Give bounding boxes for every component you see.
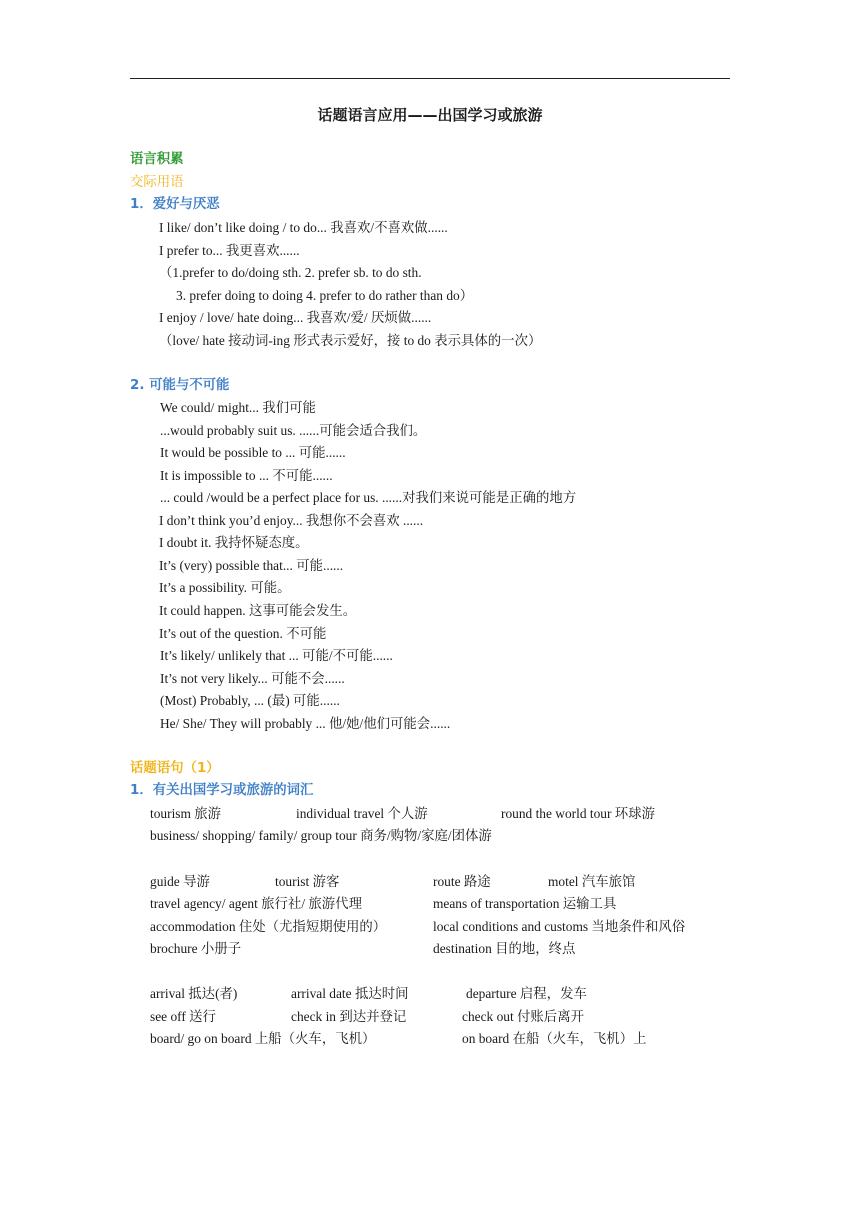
- expression-line: It’s a possibility. 可能。: [159, 580, 291, 595]
- expression-line: It’s (very) possible that... 可能......: [159, 558, 344, 573]
- expression-line: I enjoy / love/ hate doing... 我喜欢/爱/ 厌烦做......: [159, 310, 432, 325]
- expression-line: It’s out of the question. 不可能: [159, 626, 327, 641]
- expression-line: I like/ don’t like doing / to do... 我喜欢/不喜欢做......: [159, 220, 448, 235]
- group-heading-likes-dislikes: 1．爱好与厌恶: [130, 197, 220, 212]
- vocab-item: arrival date 抵达时间: [291, 986, 409, 1001]
- expression-line: He/ She/ They will probably ... 他/她/他们可能会......: [160, 716, 451, 731]
- expression-line: It is impossible to ... 不可能......: [160, 468, 333, 483]
- vocab-item: motel 汽车旅馆: [548, 874, 636, 889]
- vocab-item: tourism 旅游: [150, 806, 222, 821]
- vocab-item: round the world tour 环球游: [501, 806, 655, 821]
- vocab-item: individual travel 个人游: [296, 806, 428, 821]
- section-heading-topic-sentences: 话题语句（1）: [130, 761, 220, 776]
- vocab-item: accommodation 住处（尤指短期使用的）: [150, 919, 387, 934]
- vocab-item: guide 导游: [150, 874, 210, 889]
- vocab-item: brochure 小册子: [150, 941, 242, 956]
- header-rule: [130, 78, 730, 79]
- subheading-communicative-expressions: 交际用语: [130, 175, 184, 190]
- vocab-item: check in 到达并登记: [291, 1009, 407, 1024]
- vocab-item: means of transportation 运输工具: [433, 896, 617, 911]
- expression-line: I prefer to... 我更喜欢......: [159, 243, 300, 258]
- expression-line: 3. prefer doing to doing 4. prefer to do rather than do）: [176, 288, 474, 303]
- vocab-item: board/ go on board 上船（火车，飞机）: [150, 1031, 376, 1046]
- vocab-item: travel agency/ agent 旅行社/ 旅游代理: [150, 896, 362, 911]
- vocab-item: local conditions and customs 当地条件和风俗: [433, 919, 686, 934]
- expression-line: （1.prefer to do/doing sth. 2. prefer sb. to do sth.: [159, 265, 422, 280]
- vocab-item: check out 付账后离开: [462, 1009, 584, 1024]
- expression-line: (Most) Probably, ... (最) 可能......: [160, 693, 340, 708]
- vocab-item: business/ shopping/ family/ group tour 商务/购物/家庭/团体游: [150, 828, 492, 843]
- expression-line: It’s not very likely... 可能不会......: [160, 671, 345, 686]
- group-heading-possibility: 2. 可能与不可能: [130, 378, 230, 393]
- section-heading-language-accumulation: 语言积累: [130, 152, 184, 167]
- vocab-item: arrival 抵达(者): [150, 986, 238, 1001]
- expression-note: （love/ hate 接动词-ing 形式表示爱好，接 to do 表示具体的一次）: [159, 333, 542, 348]
- page-title: 话题语言应用——出国学习或旅游: [317, 106, 543, 124]
- expression-line: ... could /would be a perfect place for us. ......对我们来说可能是正确的地方: [160, 490, 577, 505]
- vocab-item: tourist 游客: [275, 874, 340, 889]
- vocab-item: departure 启程，发车: [466, 986, 587, 1001]
- expression-line: It could happen. 这事可能会发生。: [159, 603, 357, 618]
- vocab-item: destination 目的地，终点: [433, 941, 576, 956]
- vocab-item: route 路途: [433, 874, 491, 889]
- group-heading-vocabulary: 1．有关出国学习或旅游的词汇: [130, 783, 314, 798]
- vocab-item: on board 在船（火车，飞机）上: [462, 1031, 647, 1046]
- vocab-item: see off 送行: [150, 1009, 216, 1024]
- expression-line: It would be possible to ... 可能......: [160, 445, 346, 460]
- expression-line: ...would probably suit us. ......可能会适合我们。: [160, 423, 427, 438]
- expression-line: I don’t think you’d enjoy... 我想你不会喜欢 ......: [159, 513, 424, 528]
- expression-line: I doubt it. 我持怀疑态度。: [159, 535, 309, 550]
- expression-line: It’s likely/ unlikely that ... 可能/不可能......: [160, 648, 393, 663]
- expression-line: We could/ might... 我们可能: [160, 400, 316, 415]
